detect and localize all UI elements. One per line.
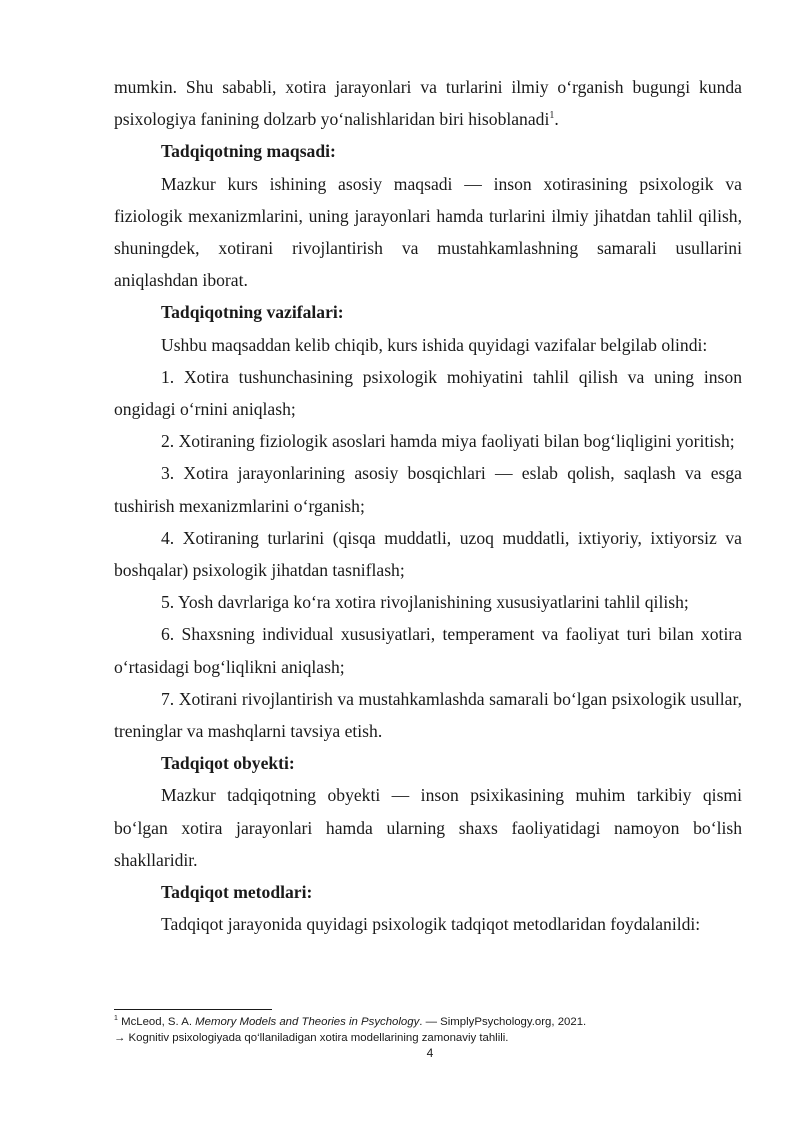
footnote-reference[interactable]: 1 [549, 110, 555, 122]
methods-paragraph: Tadqiqot jarayonida quyidagi psixologik tadqiqot metodlaridan foydalanildi: [161, 914, 701, 935]
footnote-citation [114, 1014, 742, 1030]
footnote-title: Memory Models and Theories in Psychology [195, 1016, 420, 1028]
intro-tail: . [554, 109, 559, 130]
task-item: 3. Xotira jarayonlarining asosiy bosqichlari — eslab qolish, saqlash va esga tushirish mexanizmlarini o‘rganish; [114, 463, 742, 516]
footnotes [114, 1014, 742, 1046]
footnote-separator [114, 1009, 272, 1010]
footnote-author: McLeod, S. A. [121, 1016, 196, 1028]
footnote-note: → Kognitiv psixologiyada qo‘llaniladigan xotira modellarining zamonaviy tahlili. [114, 1032, 509, 1044]
methods-heading: Tadqiqot metodlari: [161, 882, 313, 903]
object-heading: Tadqiqot obyekti: [161, 753, 295, 774]
task-item: 4. Xotiraning turlarini (qisqa muddatli, uzoq muddatli, ixtiyoriy, ixtiyorsiz va boshqalar) psixologik jihatdan tasniflash; [114, 527, 742, 581]
tasks-heading: Tadqiqotning vazifalari: [161, 302, 344, 323]
task-item: 2. Xotiraning fiziologik asoslari hamda miya faoliyati bilan bog‘liqligini yoritish; [161, 431, 735, 452]
intro-paragraph [114, 71, 742, 135]
tasks-intro: Ushbu maqsaddan kelib chiqib, kurs ishida quyidagi vazifalar belgilab olindi: [161, 334, 708, 355]
footnote-marker: 1 [114, 1015, 118, 1023]
purpose-heading: Tadqiqotning maqsadi: [161, 141, 336, 162]
task-item: 1. Xotira tushunchasining psixologik mohiyatini tahlil qilish va uning inson ongidagi o‘rnini aniqlash; [114, 366, 742, 420]
document-page [114, 71, 742, 940]
object-paragraph: Mazkur tadqiqotning obyekti — inson psixikasining muhim tarkibiy qismi bo‘lgan xotira jarayonlari hamda ularning shaxs faoliyatidagi namoyon bo‘lish shakllaridir. [114, 785, 742, 870]
task-item: 6. Shaxsning individual xususiyatlari, temperament va faoliyat turi bilan xotira o‘rtasidagi bog‘liqlikni aniqlash; [114, 624, 742, 677]
task-item: 7. Xotirani rivojlantirish va mustahkamlashda samarali bo‘lgan psixologik usullar, treninglar va mashqlarni tavsiya etish. [114, 688, 742, 742]
intro-text: mumkin. Shu sababli, xotira jarayonlari va turlarini ilmiy o‘rganish bugungi kunda psixologiya fanining dolzarb yo‘nalishlaridan biri hisoblanadi [114, 77, 742, 130]
page-number: 4 [426, 1046, 434, 1060]
purpose-paragraph: Mazkur kurs ishining asosiy maqsadi — inson xotirasining psixologik va fiziologik mexanizmlarini, uning jarayonlari hamda turlarini ilmiy jihatdan tahlil qilish, shuningdek, xotirani rivojlantirish va mustahkamlashning samarali usullarini aniqlashdan iborat. [114, 173, 742, 291]
task-item: 5. Yosh davrlariga ko‘ra xotira rivojlanishining xususiyatlarini tahlil qilish; [161, 592, 689, 613]
footnote-source: . — SimplyPsychology.org, 2021. [419, 1016, 587, 1028]
